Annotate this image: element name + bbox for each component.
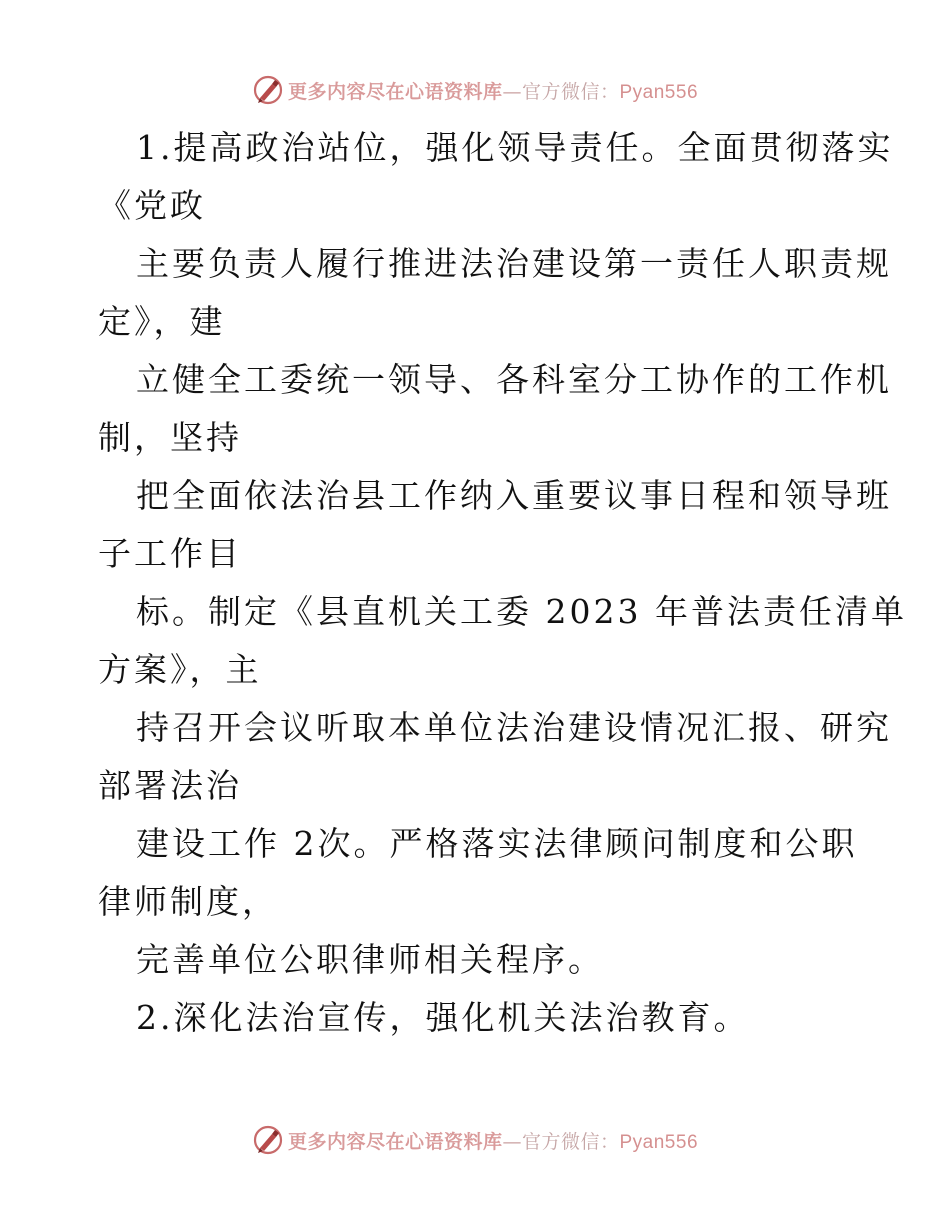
- footer-watermark-wechat: Pyan556: [619, 1131, 699, 1153]
- text-line: 1.提高政治站位，强化领导责任。全面贯彻落实: [136, 128, 894, 167]
- header-watermark-dash: —: [502, 80, 522, 103]
- text-line: 立健全工委统一领导、各科室分工协作的工作机: [136, 360, 892, 399]
- header-watermark-wechat: Pyan556: [619, 81, 699, 103]
- header-watermark-text: 更多内容尽在心语资料库: [287, 80, 503, 103]
- text-line: 把全面依法治县工作纳入重要议事日程和领导班: [136, 476, 892, 515]
- text-line: 部署法治: [98, 766, 242, 805]
- header-watermark-banner: [0, 70, 950, 110]
- text-line: 主要负责人履行推进法治建设第一责任人职责规: [136, 244, 892, 283]
- text-line: 制，坚持: [98, 418, 242, 457]
- footer-watermark-text: 更多内容尽在心语资料库: [287, 1130, 503, 1153]
- header-watermark: [252, 74, 698, 106]
- text-line: 2.深化法治宣传，强化机关法治教育。: [136, 998, 750, 1037]
- text-line: 持召开会议听取本单位法治建设情况汇报、研究: [136, 708, 892, 747]
- footer-watermark: [252, 1124, 698, 1156]
- text-line: 建设工作 2次。严格落实法律顾问制度和公职: [136, 824, 858, 863]
- text-line: 子工作目: [98, 534, 242, 573]
- footer-watermark-dash: —: [502, 1130, 522, 1153]
- footer-watermark-official: 官方微信：: [521, 1130, 620, 1153]
- text-line: 定》，建: [98, 302, 226, 341]
- pen-logo-icon: [252, 74, 284, 106]
- text-line: 标。制定《县直机关工委 2023 年普法责任清单: [136, 592, 907, 631]
- footer-watermark-banner: [0, 1120, 950, 1160]
- text-line: 完善单位公职律师相关程序。: [136, 940, 604, 979]
- pen-logo-icon: [252, 1124, 284, 1156]
- text-line: 《党政: [98, 186, 206, 225]
- header-watermark-official: 官方微信：: [521, 80, 620, 103]
- text-line: 律师制度，: [98, 882, 278, 921]
- text-line: 方案》，主: [98, 650, 262, 689]
